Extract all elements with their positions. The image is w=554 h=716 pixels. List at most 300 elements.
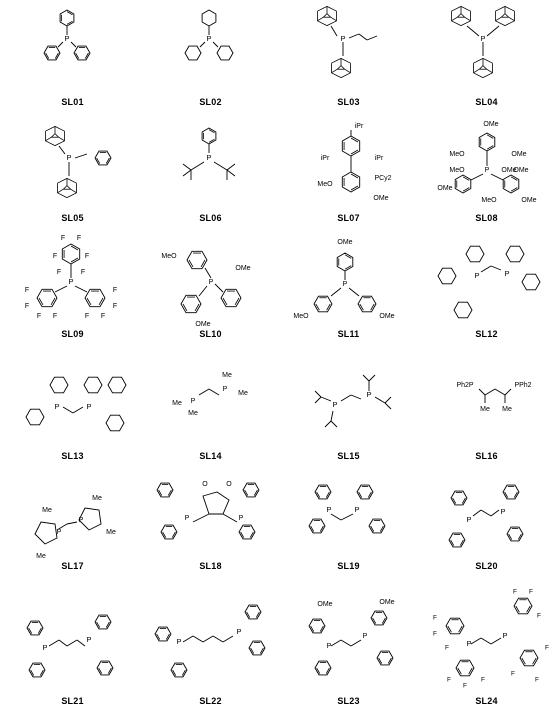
bond bbox=[67, 193, 77, 198]
ligand-cell-sl24 bbox=[419, 588, 554, 714]
bond bbox=[457, 14, 461, 18]
double-bond bbox=[371, 304, 375, 310]
ligand-cell-sl14 bbox=[143, 355, 278, 469]
ligand-code-label: SL14 bbox=[199, 451, 222, 461]
ligand-code-label: SL02 bbox=[199, 97, 222, 107]
atom-label: P bbox=[56, 528, 62, 536]
bond bbox=[491, 510, 499, 516]
atom-label: MeO bbox=[481, 196, 497, 204]
ligand-structure-sl02 bbox=[143, 0, 278, 95]
double-bond bbox=[51, 298, 55, 305]
atom-label: P bbox=[326, 504, 332, 514]
bond bbox=[214, 162, 227, 170]
double-bond bbox=[487, 146, 493, 150]
ligand-code-label: SL07 bbox=[337, 213, 360, 223]
atom-label: P bbox=[66, 152, 72, 162]
bond bbox=[51, 134, 55, 138]
atom-label: F bbox=[112, 286, 118, 294]
aryl-ring bbox=[202, 128, 216, 144]
bond bbox=[73, 407, 83, 413]
cyclohexyl-ring bbox=[466, 246, 484, 262]
atom-label: P bbox=[206, 152, 212, 162]
bond bbox=[58, 42, 63, 47]
bond bbox=[57, 189, 63, 193]
bond bbox=[59, 137, 65, 141]
ligand-cell-sl01 bbox=[5, 0, 140, 115]
atom-label: P bbox=[502, 630, 508, 640]
ligand-cell-sl16 bbox=[419, 355, 554, 469]
ligand-structure-sl13 bbox=[5, 355, 140, 449]
bond bbox=[331, 640, 341, 646]
bond bbox=[215, 284, 223, 292]
bond bbox=[363, 375, 369, 381]
atom-label: OMe bbox=[373, 194, 389, 202]
bond bbox=[471, 174, 483, 180]
double-bond bbox=[39, 298, 43, 305]
bond bbox=[327, 21, 337, 26]
atom-label: P bbox=[54, 401, 60, 411]
bond bbox=[331, 17, 337, 21]
atom-label: P bbox=[78, 516, 84, 524]
bond bbox=[71, 42, 76, 47]
atom-label: F bbox=[84, 252, 90, 260]
aryl-ring bbox=[451, 491, 467, 505]
atom-label: F bbox=[56, 268, 62, 276]
atom-label: P bbox=[366, 389, 372, 399]
bond bbox=[495, 17, 501, 21]
atom-label: F bbox=[24, 302, 30, 310]
ligand-structure-sl09 bbox=[5, 232, 140, 327]
ligand-structure-sl19 bbox=[281, 470, 416, 559]
bond bbox=[315, 391, 321, 397]
aryl-ring bbox=[37, 289, 57, 306]
bond bbox=[55, 141, 65, 146]
cyclohexyl-ring bbox=[108, 377, 126, 393]
bond bbox=[481, 638, 491, 644]
double-bond bbox=[469, 668, 473, 674]
bond bbox=[461, 21, 471, 26]
ligand-structure-sl16 bbox=[419, 355, 554, 449]
double-bond bbox=[327, 304, 331, 310]
bond bbox=[341, 640, 351, 646]
ligand-code-label: SL18 bbox=[199, 561, 222, 571]
atom-label: F bbox=[447, 676, 451, 684]
bond bbox=[327, 14, 331, 18]
aryl-ring bbox=[97, 661, 113, 675]
atom-label: P bbox=[64, 33, 70, 43]
bond bbox=[63, 186, 67, 190]
ligand-code-label: SL23 bbox=[337, 696, 360, 706]
atom-label: P bbox=[342, 280, 348, 288]
bond bbox=[341, 58, 351, 63]
bond bbox=[481, 510, 491, 516]
aryl-ring bbox=[342, 172, 359, 192]
aryl-ring bbox=[456, 660, 474, 676]
bond bbox=[67, 522, 77, 524]
atom-label: F bbox=[52, 252, 58, 260]
bond bbox=[45, 137, 51, 141]
bond bbox=[67, 178, 77, 183]
bond bbox=[59, 640, 67, 646]
bond bbox=[331, 514, 341, 520]
bond bbox=[55, 286, 67, 292]
atom-label: P bbox=[42, 642, 48, 652]
double-bond bbox=[522, 658, 526, 664]
atom-label: F bbox=[535, 676, 539, 684]
bond bbox=[479, 66, 483, 70]
bond bbox=[451, 6, 461, 11]
aryl-ring bbox=[62, 244, 79, 264]
ligand-code-label: SL05 bbox=[61, 213, 84, 223]
aryl-ring bbox=[29, 663, 45, 677]
double-bond bbox=[448, 626, 452, 632]
bond bbox=[55, 126, 65, 131]
atom-label: OMe bbox=[379, 598, 395, 606]
double-bond bbox=[351, 150, 358, 154]
bond bbox=[341, 73, 351, 78]
atom-label: P bbox=[362, 632, 368, 640]
bond bbox=[479, 389, 485, 395]
bond bbox=[57, 178, 67, 183]
ligand-code-label: SL13 bbox=[61, 451, 84, 461]
atom-label: P bbox=[222, 385, 228, 393]
bond bbox=[331, 288, 341, 296]
bond bbox=[55, 134, 59, 138]
ligand-cell-sl17 bbox=[5, 470, 140, 579]
ligand-code-label: SL09 bbox=[61, 329, 84, 339]
bond bbox=[375, 397, 385, 403]
aryl-ring bbox=[239, 525, 255, 539]
atom-label: P bbox=[68, 276, 74, 286]
bond bbox=[315, 397, 321, 403]
bond bbox=[501, 14, 505, 18]
aryl-ring bbox=[358, 296, 376, 312]
bond bbox=[223, 636, 233, 642]
aryl-ring bbox=[27, 621, 43, 635]
bond bbox=[63, 407, 73, 413]
aryl-ring bbox=[74, 46, 90, 60]
atom-label: F bbox=[433, 630, 437, 638]
atom-label: iPr bbox=[374, 154, 384, 162]
atom-label: OMe bbox=[521, 196, 537, 204]
bond bbox=[461, 14, 465, 18]
cyclohexyl-ring bbox=[522, 274, 540, 290]
aryl-ring bbox=[309, 519, 325, 533]
bond bbox=[385, 403, 391, 409]
double-bond bbox=[351, 186, 358, 190]
ligand-code-label: SL15 bbox=[337, 451, 360, 461]
ligand-cell-sl05 bbox=[5, 118, 140, 231]
bond bbox=[321, 397, 331, 401]
double-bond bbox=[345, 266, 351, 270]
bond bbox=[483, 66, 487, 70]
bond bbox=[485, 389, 495, 395]
ligand-cell-sl09 bbox=[5, 232, 140, 347]
bond bbox=[200, 42, 205, 47]
aryl-ring bbox=[95, 151, 111, 165]
bond bbox=[483, 58, 493, 63]
atom-label: P bbox=[504, 268, 510, 278]
ligand-code-label: SL16 bbox=[475, 451, 498, 461]
bond bbox=[483, 73, 493, 78]
bond bbox=[183, 170, 191, 176]
double-bond bbox=[516, 606, 520, 612]
bond bbox=[509, 17, 515, 21]
ligand-structure-sl14 bbox=[143, 355, 278, 449]
phospholane-ring bbox=[35, 522, 57, 544]
atom-label: Me bbox=[502, 405, 512, 413]
ligand-cell-sl13 bbox=[5, 355, 140, 469]
bond bbox=[505, 389, 511, 395]
ligand-structure-sl12 bbox=[419, 232, 554, 327]
bond bbox=[337, 66, 341, 70]
double-bond bbox=[463, 177, 469, 181]
bond bbox=[199, 286, 207, 296]
double-bond bbox=[345, 255, 351, 259]
atom-label: Me bbox=[238, 389, 248, 397]
bond bbox=[473, 510, 481, 516]
bond bbox=[323, 14, 327, 18]
ligand-cell-sl03 bbox=[281, 0, 416, 115]
atom-label: P bbox=[208, 278, 214, 286]
atom-label: O bbox=[202, 480, 208, 488]
atom-label: Ph2P bbox=[456, 381, 474, 389]
atom-label: P bbox=[326, 642, 332, 650]
double-bond bbox=[201, 260, 205, 267]
double-bond bbox=[195, 304, 199, 311]
ligand-structure-sl11 bbox=[281, 232, 416, 327]
ligand-code-label: SL21 bbox=[61, 696, 84, 706]
ligand-cell-sl18 bbox=[143, 470, 278, 579]
cyclohexyl-ring bbox=[50, 377, 68, 393]
ligand-structure-sl24 bbox=[419, 588, 554, 694]
aryl-ring bbox=[520, 650, 538, 666]
bond bbox=[385, 397, 391, 403]
ligand-structure-sl17 bbox=[5, 470, 140, 559]
ligand-code-label: SL03 bbox=[337, 97, 360, 107]
atom-label: MeO bbox=[449, 150, 465, 158]
atom-label: P bbox=[484, 166, 490, 174]
bond bbox=[71, 189, 77, 193]
aryl-ring bbox=[171, 663, 187, 677]
bond bbox=[491, 638, 501, 644]
ligand-code-label: SL17 bbox=[61, 561, 84, 571]
bond bbox=[349, 288, 359, 296]
bond bbox=[77, 640, 85, 646]
aryl-ring bbox=[314, 296, 332, 312]
bond bbox=[59, 146, 65, 154]
bond bbox=[317, 17, 323, 21]
cyclohexyl-ring bbox=[202, 10, 216, 26]
atom-label: F bbox=[545, 644, 549, 652]
atom-label: P bbox=[474, 270, 480, 280]
bond bbox=[205, 268, 211, 278]
aryl-ring bbox=[446, 618, 464, 634]
ligand-cell-sl20 bbox=[419, 470, 554, 579]
ligand-cell-sl11 bbox=[281, 232, 416, 347]
bond bbox=[331, 58, 341, 63]
bond bbox=[227, 164, 235, 170]
bond bbox=[209, 389, 219, 395]
ligand-structure-sl08 bbox=[419, 118, 554, 211]
bond bbox=[461, 6, 471, 11]
atom-label: F bbox=[481, 676, 485, 684]
ligand-cell-sl19 bbox=[281, 470, 416, 579]
atom-label: OMe bbox=[437, 184, 453, 192]
atom-label: P bbox=[340, 33, 346, 43]
bond bbox=[213, 42, 218, 47]
aryl-ring bbox=[157, 483, 173, 497]
ligand-cell-sl02 bbox=[143, 0, 278, 115]
ligand-cell-sl12 bbox=[419, 232, 554, 347]
aryl-ring bbox=[315, 661, 331, 675]
double-bond bbox=[316, 304, 320, 310]
atom-label: F bbox=[52, 312, 58, 320]
bond bbox=[467, 26, 479, 36]
bond bbox=[331, 421, 337, 427]
atom-label: P bbox=[86, 401, 92, 411]
bond bbox=[505, 21, 515, 26]
atom-label: MeO bbox=[161, 252, 177, 260]
double-bond bbox=[71, 246, 78, 250]
cyclohexyl-ring bbox=[454, 302, 472, 318]
ligand-structure-sl22 bbox=[143, 588, 278, 694]
bond bbox=[75, 154, 87, 158]
bond bbox=[473, 69, 479, 73]
ligand-cell-sl23 bbox=[281, 588, 416, 714]
ligand-structure-sl21 bbox=[5, 588, 140, 694]
aryl-ring bbox=[507, 527, 523, 541]
bond bbox=[49, 640, 59, 646]
double-bond bbox=[527, 606, 531, 612]
aryl-ring bbox=[44, 46, 60, 60]
cyclohexyl-ring bbox=[185, 46, 201, 60]
aryl-ring bbox=[187, 251, 207, 268]
ligand-code-label: SL06 bbox=[199, 213, 222, 223]
double-bond bbox=[235, 298, 239, 305]
atom-label: MeO bbox=[317, 180, 333, 188]
aryl-ring bbox=[337, 253, 353, 271]
atom-label: OMe bbox=[317, 600, 333, 608]
atom-label: F bbox=[84, 312, 90, 320]
atom-label: OMe bbox=[235, 264, 251, 272]
atom-label: P bbox=[190, 397, 196, 405]
atom-label: F bbox=[529, 588, 533, 596]
aryl-ring bbox=[309, 619, 325, 633]
bond bbox=[327, 6, 337, 11]
ligand-structure-sl05 bbox=[5, 118, 140, 211]
atom-label: OMe bbox=[501, 166, 517, 174]
atom-label: P bbox=[176, 636, 182, 646]
ligand-code-label: SL08 bbox=[475, 213, 498, 223]
atom-label: P bbox=[332, 399, 338, 409]
bond bbox=[45, 126, 55, 131]
atom-label: P bbox=[466, 638, 472, 648]
atom-label: F bbox=[433, 614, 437, 622]
bond bbox=[331, 73, 341, 78]
atom-label: Me bbox=[188, 409, 198, 417]
bond bbox=[317, 21, 327, 26]
aryl-ring bbox=[85, 289, 105, 306]
atom-label: F bbox=[24, 286, 30, 294]
aryl-ring bbox=[503, 175, 519, 193]
ligand-structure-sl10 bbox=[143, 232, 278, 327]
atom-label: OMe bbox=[379, 312, 395, 320]
bond bbox=[227, 170, 235, 176]
atom-label: Me bbox=[222, 371, 232, 379]
atom-label: P bbox=[466, 514, 472, 524]
bond bbox=[325, 421, 331, 427]
cyclohexyl-ring bbox=[217, 46, 233, 60]
bond bbox=[473, 58, 483, 63]
bond bbox=[213, 636, 223, 642]
atom-label: PCy2 bbox=[374, 174, 392, 182]
cyclohexyl-ring bbox=[106, 415, 124, 431]
bond bbox=[199, 389, 209, 395]
bond bbox=[57, 193, 67, 198]
double-bond bbox=[87, 298, 91, 305]
atom-label: F bbox=[100, 312, 106, 320]
bond bbox=[193, 514, 209, 522]
aryl-ring bbox=[245, 605, 261, 619]
atom-label: F bbox=[511, 670, 515, 678]
atom-label: F bbox=[445, 644, 449, 652]
aryl-ring bbox=[221, 289, 241, 306]
atom-label: Me bbox=[172, 399, 182, 407]
atom-label: iPr bbox=[354, 122, 364, 130]
bond bbox=[451, 21, 461, 26]
double-bond bbox=[351, 174, 358, 178]
double-bond bbox=[511, 177, 517, 181]
bond bbox=[191, 162, 204, 170]
aryl-ring bbox=[342, 136, 359, 156]
bond bbox=[487, 26, 499, 36]
cyclohexyl-ring bbox=[84, 377, 102, 393]
double-bond bbox=[487, 135, 493, 139]
atom-label: Me bbox=[480, 405, 490, 413]
bond bbox=[505, 14, 509, 18]
bond bbox=[67, 640, 77, 646]
ligand-structure-sl06 bbox=[143, 118, 278, 211]
ligand-cell-sl21 bbox=[5, 588, 140, 714]
bond bbox=[331, 26, 337, 36]
bond bbox=[367, 36, 377, 40]
double-bond bbox=[71, 258, 78, 262]
atom-label: OMe bbox=[513, 166, 529, 174]
bond bbox=[331, 411, 333, 421]
atom-label: P bbox=[236, 626, 242, 636]
bond bbox=[341, 66, 345, 70]
ligand-structure-sl07 bbox=[281, 118, 416, 211]
bond bbox=[223, 514, 237, 522]
atom-label: Me bbox=[106, 528, 116, 536]
atom-label: F bbox=[513, 588, 517, 596]
bond bbox=[203, 636, 213, 642]
bond bbox=[75, 286, 87, 292]
bond bbox=[369, 375, 375, 381]
ligand-code-label: SL20 bbox=[475, 561, 498, 571]
double-bond bbox=[360, 304, 364, 310]
bond bbox=[183, 164, 191, 170]
bond bbox=[481, 266, 491, 272]
atom-label: P bbox=[86, 634, 92, 644]
ligand-structure-sl15 bbox=[281, 355, 416, 449]
aryl-ring bbox=[371, 611, 387, 625]
aryl-ring bbox=[249, 641, 265, 655]
atom-label: MeO bbox=[293, 312, 309, 320]
atom-label: F bbox=[537, 612, 541, 620]
double-bond bbox=[351, 138, 358, 142]
